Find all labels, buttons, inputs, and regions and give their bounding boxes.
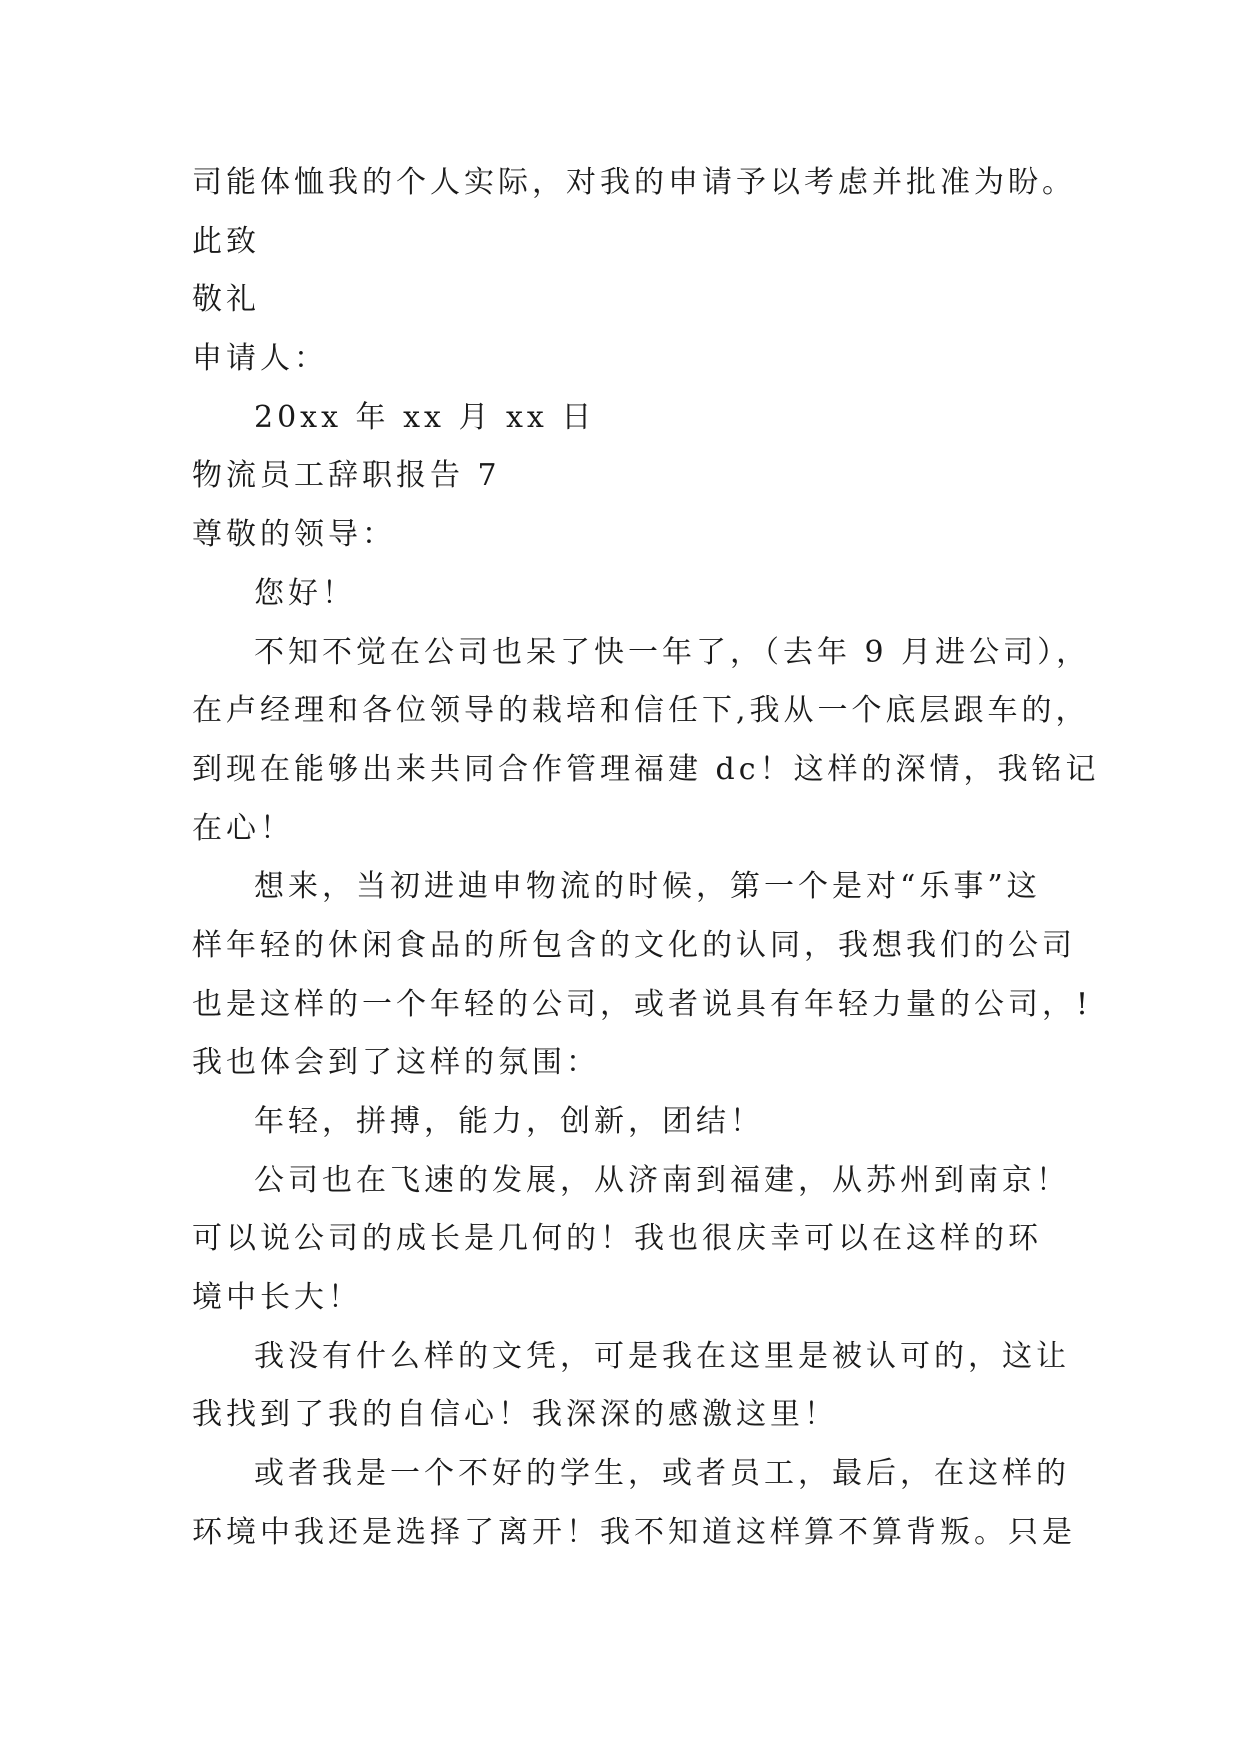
text-line: 我也体会到了这样的氛围： [192, 1045, 600, 1081]
text-line: 年轻，拼搏，能力，创新，团结！ [254, 1104, 764, 1139]
text-line: 此致 [192, 223, 260, 259]
text-line: 到现在能够出来共同合作管理福建 dc！这样的深情，我铭记 [192, 751, 1100, 787]
document-body [192, 154, 1100, 1563]
text-line: 司能体恤我的个人实际，对我的申请予以考虑并批准为盼。 [192, 165, 1076, 200]
text-line: 也是这样的一个年轻的公司，或者说具有年轻力量的公司，! [192, 986, 1093, 1022]
text-line: 不知不觉在公司也呆了快一年了，（去年 9 月进公司）， [254, 634, 1091, 670]
text-line: 公司也在飞速的发展，从济南到福建，从苏州到南京！ [254, 1162, 1070, 1198]
text-line: 在心！ [192, 810, 294, 846]
text-line: 环境中我还是选择了离开！我不知道这样算不算背叛。只是 [192, 1514, 1076, 1550]
section-title: 物流员工辞职报告 7 [192, 458, 501, 494]
text-line: 敬礼 [192, 282, 260, 318]
text-line: 想来，当初进迪申物流的时候，第一个是对“乐事”这 [254, 869, 1041, 905]
text-line: 申请人： [192, 341, 328, 377]
salutation: 尊敬的领导： [192, 517, 396, 553]
text-line: 或者我是一个不好的学生，或者员工，最后，在这样的 [254, 1456, 1070, 1492]
text-line: 我找到了我的自信心！我深深的感激这里！ [192, 1397, 838, 1433]
text-line: 可以说公司的成长是几何的！我也很庆幸可以在这样的环 [192, 1221, 1042, 1257]
text-line: 境中长大！ [192, 1280, 362, 1316]
text-line: 在卢经理和各位领导的栽培和信任下,我从一个底层跟车的， [192, 693, 1090, 729]
date-line: 20xx 年 xx 月 xx 日 [254, 399, 596, 435]
text-line: 样年轻的休闲食品的所包含的文化的认同，我想我们的公司 [192, 927, 1076, 963]
greeting: 您好！ [254, 575, 356, 611]
text-line: 我没有什么样的文凭，可是我在这里是被认可的，这让 [254, 1338, 1070, 1374]
